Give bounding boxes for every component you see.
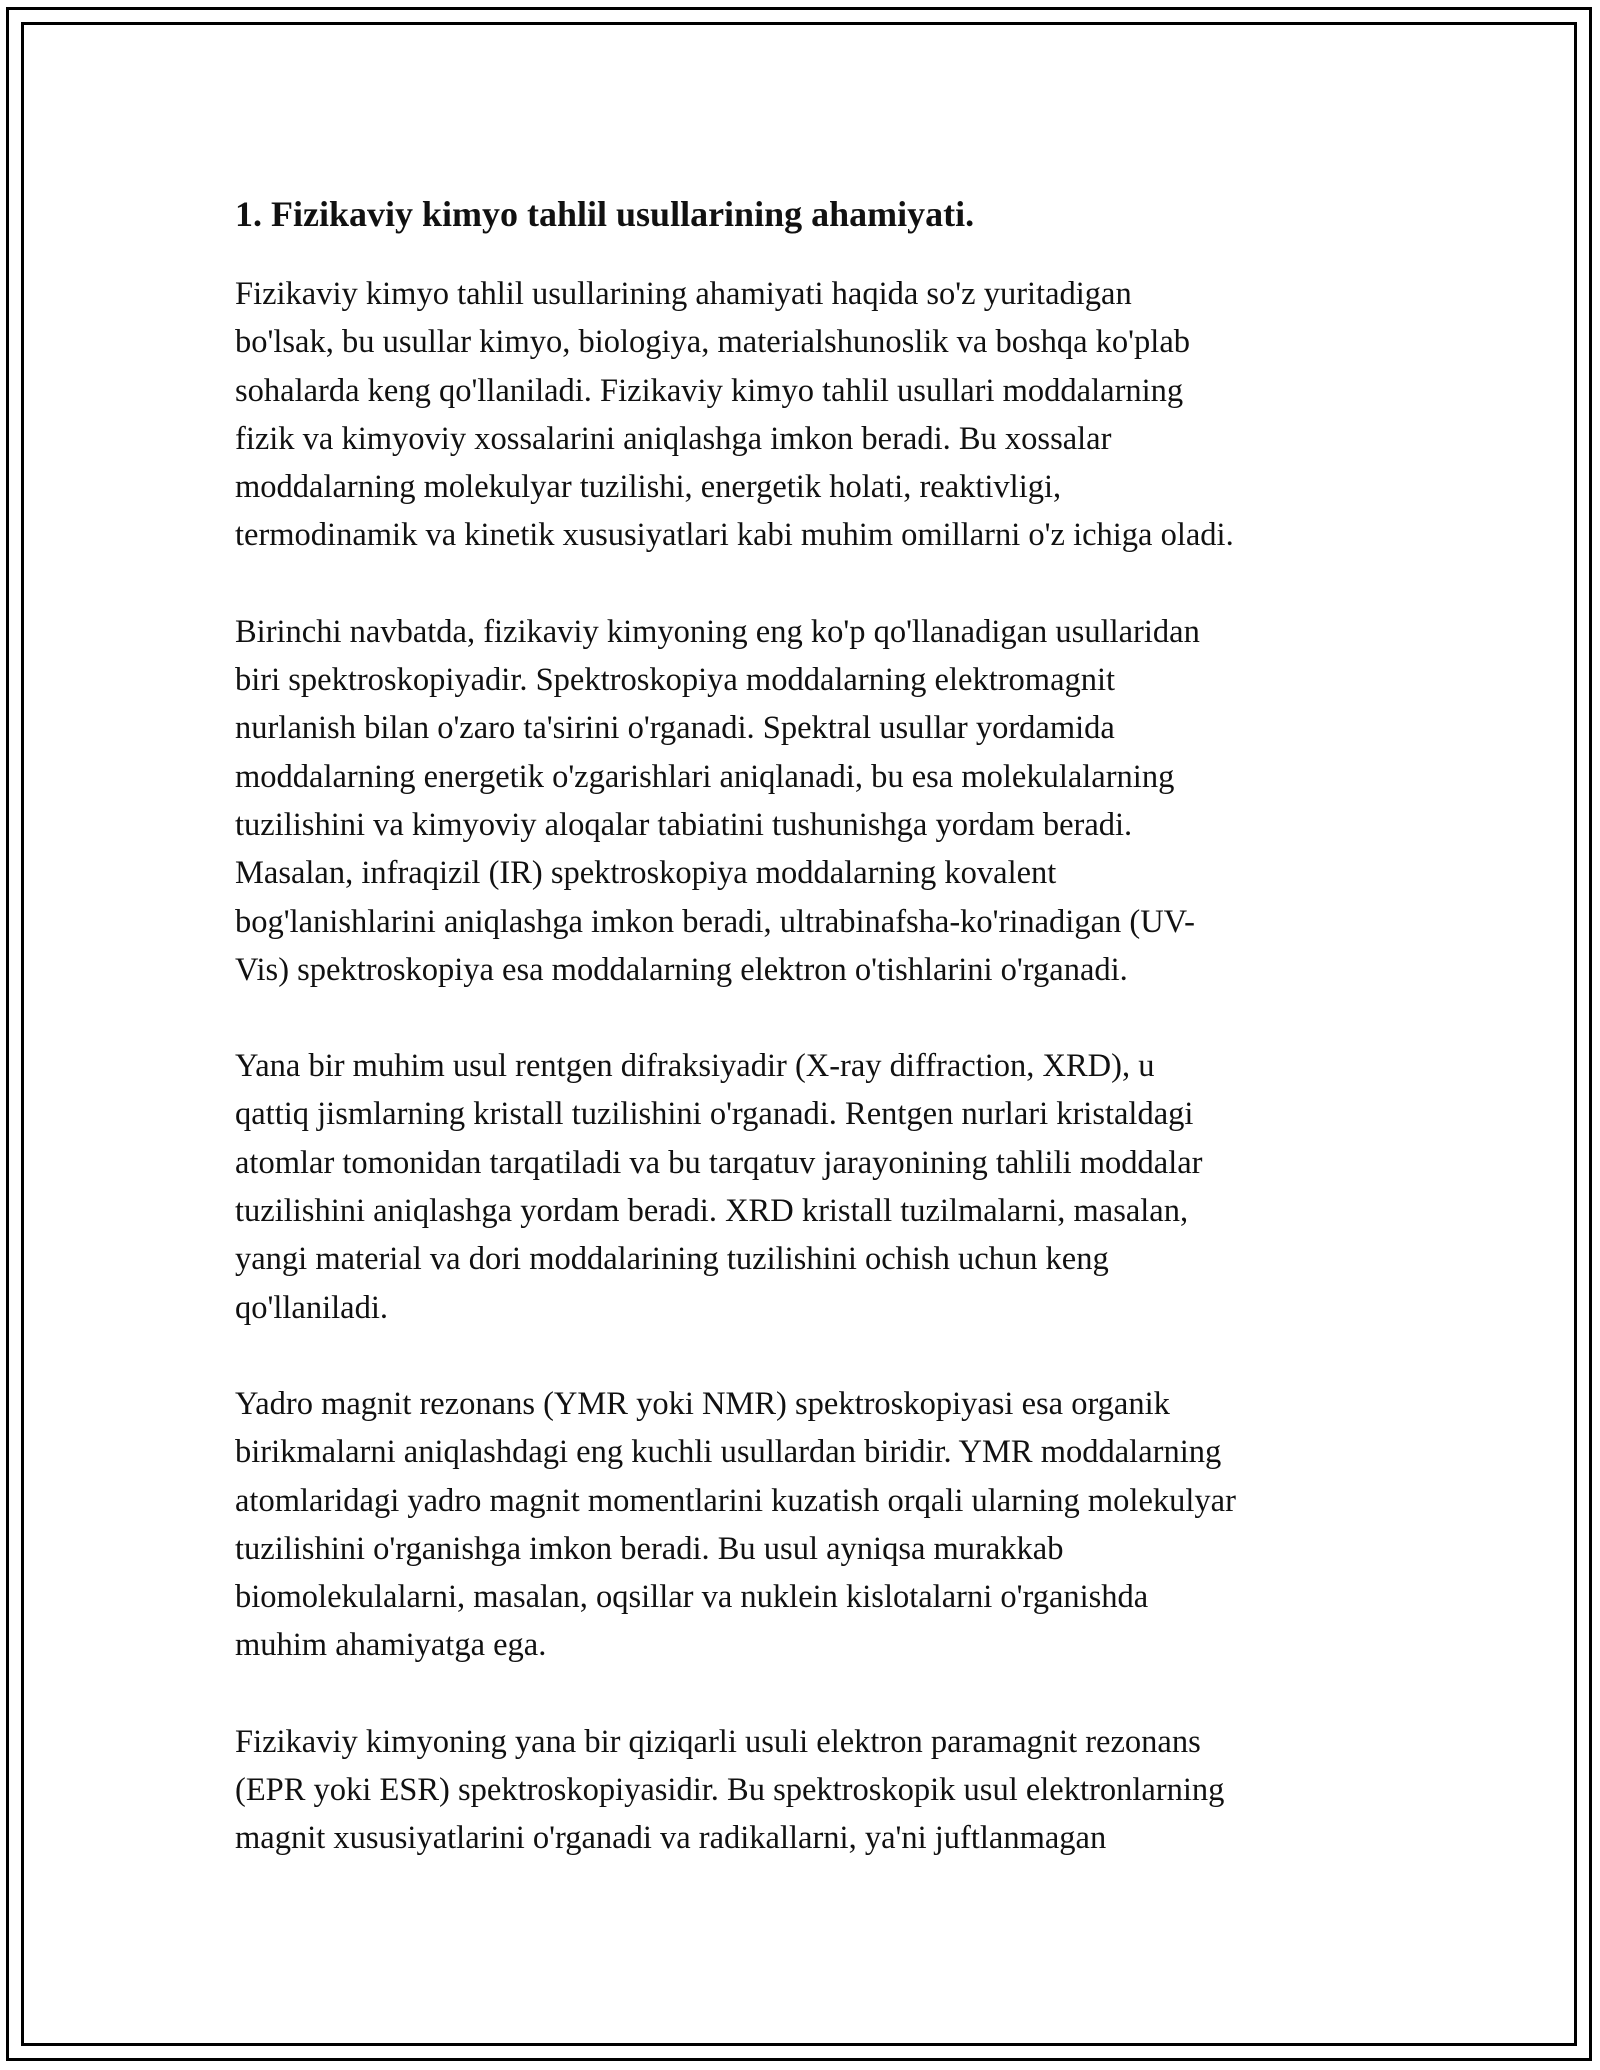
paragraph-line: sohalarda keng qo'llaniladi. Fizikaviy kimyo tahlil usullari moddalarning <box>235 372 1184 409</box>
paragraph-line: Masalan, infraqizil (IR) spektroskopiya moddalarning kovalent <box>235 855 1057 892</box>
paragraph-line: atomlaridagi yadro magnit momentlarini kuzatish orqali ularning molekulyar <box>235 1482 1236 1519</box>
paragraph-line: birikmalarni aniqlashdagi eng kuchli usullardan biridir. YMR moddalarning <box>235 1434 1222 1471</box>
paragraph-line: tuzilishini va kimyoviy aloqalar tabiatini tushunishga yordam beradi. <box>235 806 1133 843</box>
paragraph-line: moddalarning molekulyar tuzilishi, energetik holati, reaktivligi, <box>235 469 1062 506</box>
paragraph-list <box>235 270 1380 1863</box>
paragraph-line: magnit xususiyatlarini o'rganadi va radikallarni, ya'ni juftlanmagan <box>235 1820 1107 1857</box>
paragraph <box>235 608 1380 994</box>
paragraph-line: moddalarning energetik o'zgarishlari aniqlanadi, bu esa molekulalarning <box>235 758 1175 795</box>
paragraph-line: Fizikaviy kimyoning yana bir qiziqarli usuli elektron paramagnit rezonans <box>235 1723 1201 1760</box>
document-body <box>235 186 1380 1911</box>
paragraph-line: bo'lsak, bu usullar kimyo, biologiya, materialshunoslik va boshqa ko'plab <box>235 324 1190 361</box>
paragraph-line: nurlanish bilan o'zaro ta'sirini o'rganadi. Spektral usullar yordamida <box>235 710 1115 747</box>
paragraph-line: tuzilishini o'rganishga imkon beradi. Bu usul ayniqsa murakkab <box>235 1530 1064 1567</box>
paragraph-line: Yadro magnit rezonans (YMR yoki NMR) spektroskopiyasi esa organik <box>235 1385 1170 1422</box>
paragraph-line: Fizikaviy kimyo tahlil usullarining ahamiyati haqida so'z yuritadigan <box>235 276 1132 312</box>
paragraph <box>235 1042 1380 1332</box>
paragraph-line: Birinchi navbatda, fizikaviy kimyoning eng ko'p qo'llanadigan usullaridan <box>235 613 1200 650</box>
paragraph-line: biomolekulalarni, masalan, oqsillar va nuklein kislotalarni o'rganishda <box>235 1579 1149 1616</box>
paragraph <box>235 1380 1380 1670</box>
paragraph-line: tuzilishini aniqlashga yordam beradi. XRD kristall tuzilmalarni, masalan, <box>235 1193 1189 1230</box>
paragraph-line: bog'lanishlarini aniqlashga imkon beradi, ultrabinafsha-ko'rinadigan (UV- <box>235 903 1195 940</box>
document-title: 1. Fizikaviy kimyo tahlil usullarining ahamiyati. <box>235 194 975 234</box>
paragraph-line: termodinamik va kinetik xususiyatlari kabi muhim omillarni o'z ichiga oladi. <box>235 517 1234 554</box>
paragraph-line: Yana bir muhim usul rentgen difraksiyadir (X-ray diffraction, XRD), u <box>235 1048 1155 1085</box>
paragraph-line: (EPR yoki ESR) spektroskopiyasidir. Bu spektroskopik usul elektronlarning <box>235 1772 1225 1809</box>
paragraph <box>235 270 1380 560</box>
paragraph-line: atomlar tomonidan tarqatiladi va bu tarqatuv jarayonining tahlili moddalar <box>235 1144 1203 1181</box>
paragraph-line: Vis) spektroskopiya esa moddalarning elektron o'tishlarini o'rganadi. <box>235 951 1128 988</box>
paragraph-line: muhim ahamiyatga ega. <box>235 1627 547 1664</box>
paragraph <box>235 1718 1380 1863</box>
paragraph-line: biri spektroskopiyadir. Spektroskopiya moddalarning elektromagnit <box>235 662 1116 699</box>
paragraph-line: fizik va kimyoviy xossalarini aniqlashga imkon beradi. Bu xossalar <box>235 420 1112 457</box>
paragraph-line: qattiq jismlarning kristall tuzilishini o'rganadi. Rentgen nurlari kristaldagi <box>235 1096 1194 1133</box>
paragraph-line: yangi material va dori moddalarining tuzilishini ochish uchun keng <box>235 1241 1109 1278</box>
paragraph-line: qo'llaniladi. <box>235 1289 388 1326</box>
